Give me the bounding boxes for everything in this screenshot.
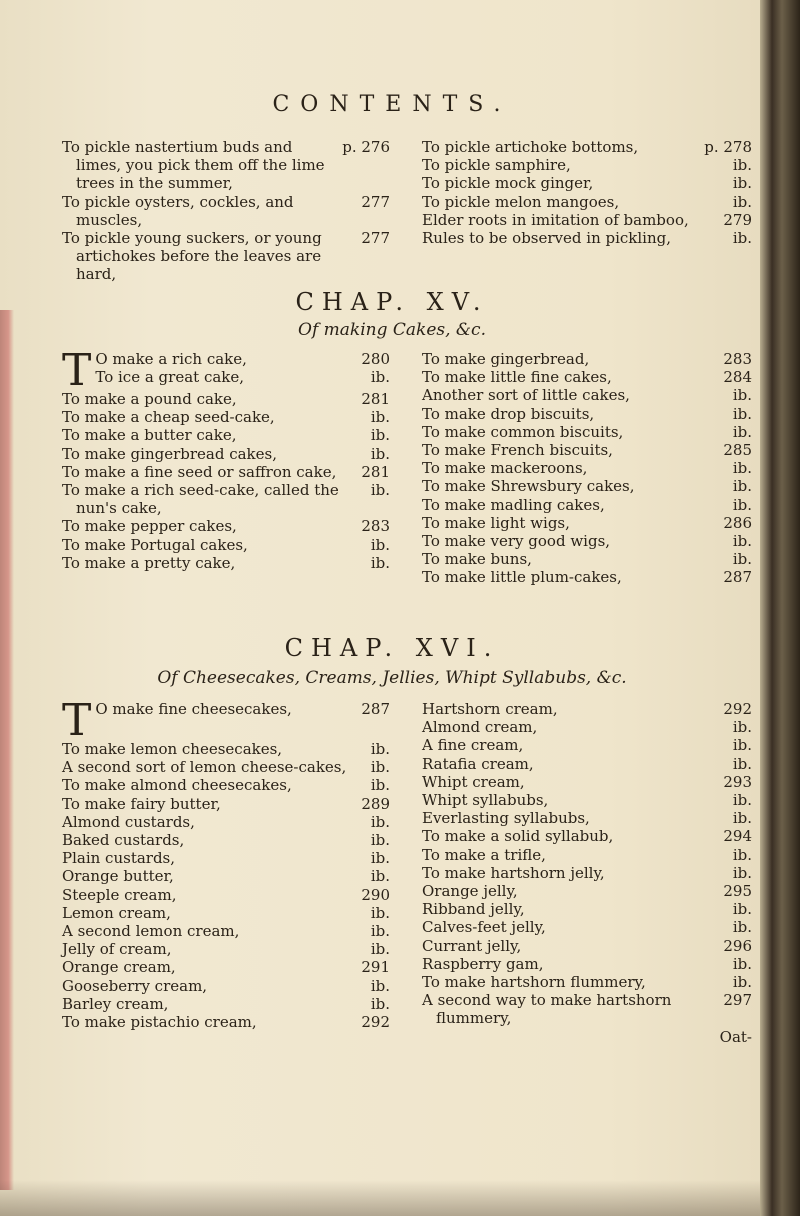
entry-page: 280 [361,350,390,368]
toc-entry [422,496,752,514]
entry-page: 287 [361,700,390,718]
toc-entry [422,350,752,368]
entry-title: Another sort of little cakes, [422,386,630,405]
entry-title: Elder roots in imitation of bamboo, [422,210,689,229]
entry-title: Barley cream, [62,994,169,1013]
entry-page: 281 [361,462,390,481]
entry-page: 284 [723,368,752,387]
toc-entry [422,405,752,423]
toc-entry [422,441,752,459]
entry-page: ib. [732,174,752,193]
entry-title: To make very good wigs, [422,532,611,551]
entry-page: ib. [370,408,390,427]
entry-title: O make fine cheesecakes, [95,700,292,718]
entry-page: ib. [370,553,390,572]
creams-left-column [62,695,390,1032]
entry-page: 297 [723,991,752,1010]
toc-entry [422,193,752,211]
entry-page: ib. [732,550,752,569]
entry-title: To pickle mock ginger, [422,174,594,193]
entry-title: To make little plum-cakes, [422,568,622,587]
toc-entry [422,568,752,586]
entry-page: 292 [723,700,752,718]
entry-title: To make little fine cakes, [422,368,612,387]
entry-title: Gooseberry cream, [62,976,208,995]
pickling-right-column [422,138,752,247]
entry-title: To make fairy butter, [62,794,221,813]
entry-page: ib. [370,368,390,387]
toc-entry [422,532,752,550]
entry-page: 296 [723,936,752,955]
toc-entry [62,958,390,976]
entry-title: To make French biscuits, [422,441,613,460]
entry-page: ib. [732,973,752,992]
entry-page: ib. [370,940,390,959]
toc-entry [422,718,752,736]
entry-page: 281 [361,390,390,408]
entry-title: To make almond cheesecakes, [62,776,292,795]
entry-title: To pickle nastertium buds and limes, you pick them off the lime trees in the summer, [62,138,325,193]
entry-title: To make madling cakes, [422,495,605,514]
toc-entry [62,940,390,958]
creams-right-column [422,700,752,1046]
toc-entry [422,700,752,718]
toc-entry [62,445,390,463]
toc-entry [422,477,752,495]
entry-title: Lemon cream, [62,903,171,922]
drop-cap: T [62,345,92,396]
entry-page: 287 [723,568,752,587]
toc-entry [62,904,390,922]
entry-title: Calves-feet jelly, [422,918,546,937]
entry-title: Baked custards, [62,831,185,850]
toc-entry [422,423,752,441]
entry-title: To make drop biscuits, [422,404,595,423]
entry-page: p. 276 [342,138,390,156]
entry-page: ib. [370,903,390,922]
toc-entry [62,463,390,481]
entry-title: To make hartshorn jelly, [422,863,605,882]
entry-title: To make common biscuits, [422,422,624,441]
toc-entry [422,918,752,936]
toc-entry [62,886,390,904]
toc-entry [62,229,390,284]
entry-page: 283 [723,350,752,368]
page-shadow [0,1180,760,1216]
chapter-16-subtitle: Of Cheesecakes, Creams, Jellies, Whipt Syllabubs, &c. [157,668,627,688]
toc-entry [62,849,390,867]
entry-title: To make a solid syllabub, [422,827,614,846]
toc-entry [422,791,752,809]
entry-page: 277 [361,229,390,248]
entry-title: To make a trifle, [422,845,546,864]
entry-title: Steeple cream, [62,885,177,904]
toc-entry [62,193,390,229]
entry-title: To make Portugal cakes, [62,535,248,554]
entry-page: ib. [732,736,752,755]
entry-page: ib. [370,994,390,1013]
entry-title: To make buns, [422,550,532,569]
entry-page: 277 [361,192,390,211]
toc-entry [95,350,390,368]
toc-entry [62,517,390,535]
toc-entry [62,995,390,1013]
entry-title: Orange cream, [62,958,176,977]
entry-title: To make a fine seed or saffron cake, [62,462,337,481]
entry-title: To make Shrewsbury cakes, [422,477,635,496]
entry-page: 290 [361,885,390,904]
entry-page: ib. [370,922,390,941]
toc-entry [422,459,752,477]
toc-entry [422,937,752,955]
toc-entry [422,882,752,900]
entry-page: ib. [370,867,390,886]
entry-page: ib. [732,791,752,810]
entry-page: ib. [370,831,390,850]
entry-title: Currant jelly, [422,936,522,955]
toc-entry [62,536,390,554]
toc-entry [62,740,390,758]
entry-page: ib. [732,229,752,248]
entry-page: 292 [361,1013,390,1032]
entry-title: Almond custards, [62,812,195,831]
toc-entry [422,138,752,156]
chapter-15-title: CHAP. XV. [295,288,489,316]
toc-entry [62,813,390,831]
entry-title: To make a cheap seed-cake, [62,408,275,427]
entry-page: ib. [732,718,752,737]
toc-entry [62,758,390,776]
entry-page: ib. [732,918,752,937]
entry-page: ib. [732,192,752,211]
entry-page: ib. [370,758,390,777]
entry-page: ib. [370,976,390,995]
entry-page: ib. [732,495,752,514]
entry-page: ib. [732,459,752,478]
running-header: CONTENTS. [272,92,512,117]
entry-title: To make gingerbread cakes, [62,444,277,463]
entry-title: Whipt cream, [422,772,525,791]
entry-page: 294 [723,827,752,846]
toc-entry [422,809,752,827]
entry-title: Ribband jelly, [422,900,525,919]
toc-entry [62,390,390,408]
entry-title: To make gingerbread, [422,350,590,368]
entry-page: 293 [723,772,752,791]
entry-title: A second lemon cream, [62,922,240,941]
entry-title: Ratafia cream, [422,754,534,773]
toc-entry [422,864,752,882]
book-edge [760,0,800,1216]
entry-page: ib. [370,740,390,758]
entry-page: ib. [732,477,752,496]
catchword: Oat- [719,1027,752,1046]
toc-entry [62,426,390,444]
entry-title: To make lemon cheesecakes, [62,740,283,758]
toc-entry [422,846,752,864]
toc-entry [62,481,390,517]
entry-page: ib. [732,954,752,973]
entry-title: Jelly of cream, [62,940,172,959]
entry-page: 285 [723,441,752,460]
entry-page: 295 [723,882,752,901]
entry-page: 289 [361,794,390,813]
entry-title: To pickle young suckers, or young artichokes before the leaves are hard, [62,229,322,284]
toc-entry [422,229,752,247]
entry-title: Plain custards, [62,849,176,868]
entry-page: ib. [370,426,390,445]
entry-title: A fine cream, [422,736,524,755]
toc-entry [422,156,752,174]
entry-page: ib. [370,812,390,831]
binding-stain [0,310,14,1190]
entry-title: Orange jelly, [422,882,518,901]
entry-page: p. 278 [704,138,752,156]
entry-title: To ice a great cake, [95,368,245,387]
toc-entry [62,977,390,995]
entry-title: To make pistachio cream, [62,1013,257,1032]
toc-entry [95,368,390,386]
toc-entry [422,900,752,918]
entry-title: To make light wigs, [422,513,570,532]
entry-title: To make a rich seed-cake, called the nun's cake, [62,481,339,518]
entry-title: Orange butter, [62,867,174,886]
toc-entry [422,550,752,568]
entry-title: To make a butter cake, [62,426,237,445]
toc-entry [62,831,390,849]
entry-title: Rules to be observed in pickling, [422,229,672,248]
entry-title: Hartshorn cream, [422,700,558,718]
toc-entry [62,922,390,940]
toc-entry [62,138,390,193]
entry-title: Raspberry gam, [422,954,544,973]
entry-title: O make a rich cake, [95,350,247,368]
entry-title: To make mackeroons, [422,459,588,478]
toc-entry [62,408,390,426]
entry-title: Almond cream, [422,718,538,737]
entry-page: ib. [732,156,752,175]
entry-page: ib. [732,754,752,773]
toc-entry [422,736,752,754]
chapter-16-title: CHAP. XVI. [284,634,500,662]
entry-page: ib. [732,404,752,423]
pickling-left-column [62,138,390,284]
drop-cap: T [62,695,92,746]
entry-page: ib. [732,422,752,441]
entry-page: ib. [732,809,752,828]
toc-entry [422,514,752,532]
toc-entry [422,773,752,791]
toc-entry [62,867,390,885]
entry-title: A second way to make hartshorn flummery, [422,991,672,1028]
toc-entry [62,776,390,794]
toc-entry [422,755,752,773]
toc-entry [62,554,390,572]
entry-title: To make hartshorn flummery, [422,973,646,992]
cakes-left-column [62,345,390,572]
entry-page: ib. [370,849,390,868]
toc-entry [422,386,752,404]
entry-page: 291 [361,958,390,977]
entry-title: To pickle melon mangoes, [422,192,620,211]
toc-entry [422,827,752,845]
entry-page: ib. [370,444,390,463]
entry-title: Whipt syllabubs, [422,791,549,810]
entry-title: To make a pretty cake, [62,553,236,572]
entry-page: ib. [732,863,752,882]
toc-entry [422,991,752,1027]
entry-page: ib. [732,900,752,919]
toc-entry [62,1013,390,1031]
entry-page: ib. [732,845,752,864]
entry-title: To pickle artichoke bottoms, [422,138,639,156]
toc-entry [95,700,390,718]
entry-title: To pickle samphire, [422,156,571,175]
entry-title: To make a pound cake, [62,390,237,408]
cakes-right-column [422,350,752,587]
entry-page: 279 [723,210,752,229]
entry-title: A second sort of lemon cheese-cakes, [62,758,347,777]
toc-entry [422,973,752,991]
chapter-15-subtitle: Of making Cakes, &c. [298,320,486,340]
toc-entry [62,795,390,813]
entry-page: ib. [370,776,390,795]
entry-title: To make pepper cakes, [62,517,237,536]
entry-page: ib. [732,532,752,551]
entry-title: Everlasting syllabubs, [422,809,590,828]
toc-entry [422,174,752,192]
toc-entry [422,211,752,229]
entry-title: To pickle oysters, cockles, and muscles, [62,192,294,229]
entry-page: 283 [361,517,390,536]
toc-entry [422,368,752,386]
toc-entry [422,955,752,973]
entry-page: ib. [370,535,390,554]
entry-page: 286 [723,513,752,532]
entry-page: ib. [732,386,752,405]
entry-page: ib. [370,481,390,500]
